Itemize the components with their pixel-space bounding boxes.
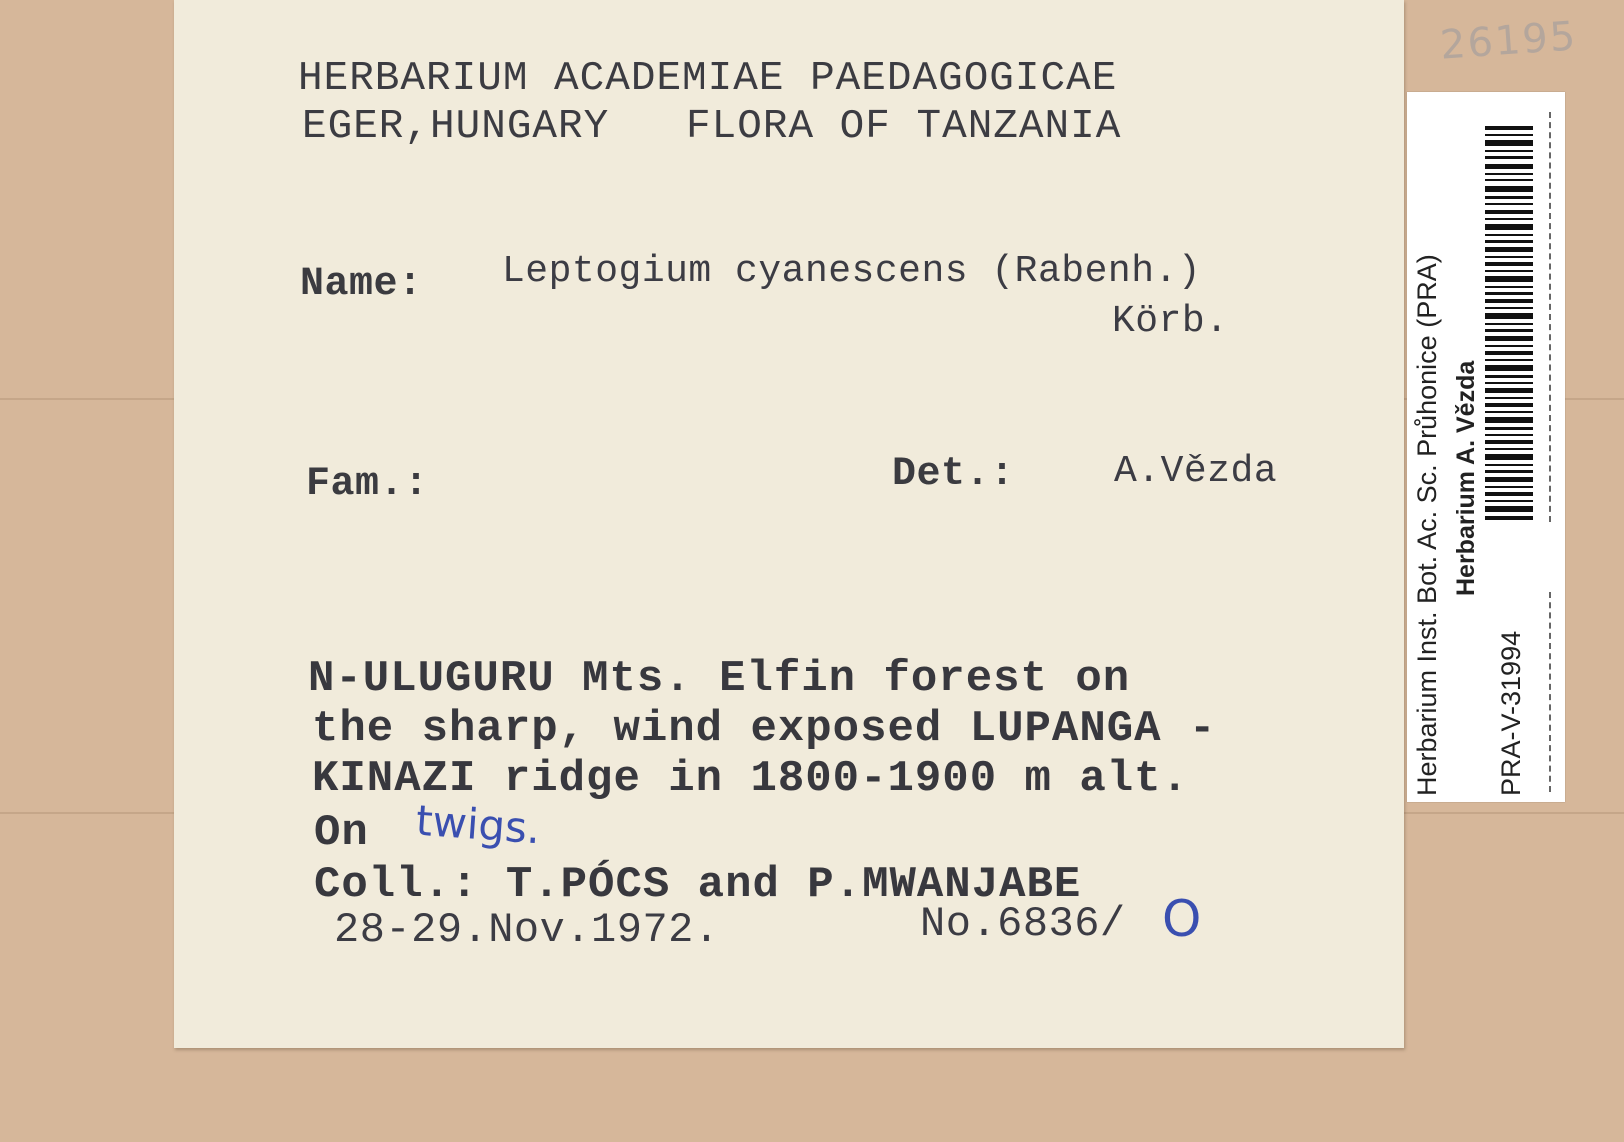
collection-date: 28-29.Nov.1972.	[334, 906, 720, 954]
name-label: Name:	[300, 262, 423, 307]
header-line-2: EGER,HUNGARY FLORA OF TANZANIA	[302, 104, 1122, 150]
header-line-1: HERBARIUM ACADEMIAE PAEDAGOGICAE	[298, 56, 1118, 102]
name-value-line-2: Körb.	[1112, 300, 1229, 343]
barcode	[1485, 126, 1533, 522]
collection-number: No.6836/	[920, 900, 1126, 948]
locality-line-4: On	[314, 808, 369, 858]
name-value-line-1: Leptogium cyanescens (Rabenh.)	[502, 250, 1202, 293]
stamp-dashed-line	[1549, 112, 1551, 522]
stamp-specimen-id: PRA-V-31994	[1496, 630, 1526, 796]
locality-line-2: the sharp, wind exposed LUPANGA -	[312, 704, 1217, 754]
stamp-institution: Herbarium Inst. Bot. Ac. Sc. Průhonice (PRA)	[1412, 254, 1442, 796]
locality-line-1: N-ULUGURU Mts. Elfin forest on	[308, 654, 1131, 704]
det-label: Det.:	[892, 452, 1015, 497]
handwritten-accession-number: 26195	[1438, 13, 1579, 69]
det-value: A.Vězda	[1114, 450, 1278, 493]
collector-line: Coll.: T.PÓCS and P.MWANJABE	[314, 860, 1082, 910]
stamp-dashed-line	[1549, 592, 1551, 792]
handwritten-number-suffix: O	[1162, 890, 1202, 948]
locality-line-3: KINAZI ridge in 1800-1900 m alt.	[312, 754, 1189, 804]
handwritten-substrate: twigs.	[414, 795, 542, 854]
stamp-herbarium: Herbarium A. Vězda	[1452, 360, 1480, 596]
fam-label: Fam.:	[306, 462, 429, 507]
